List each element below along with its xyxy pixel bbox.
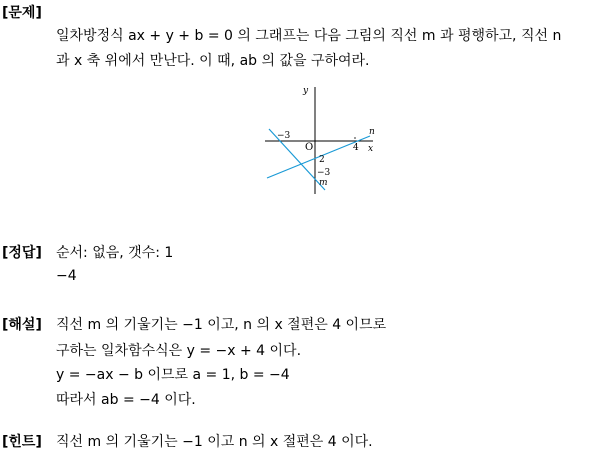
problem-label: [문제] (2, 5, 42, 21)
explanation-line3: y = −ax − b 이므로 a = 1, b = −4 (56, 367, 290, 383)
explanation-line2: 구하는 일차함수식은 y = −x + 4 이다. (56, 343, 302, 359)
axis-x-label: x (368, 144, 374, 154)
problem-text-line2: 과 x 축 위에서 만난다. 이 때, ab 의 값을 구하여라. (56, 53, 370, 69)
tick-label-neg3-x: −3 (277, 131, 291, 141)
tick-label-2-y: 2 (319, 155, 325, 165)
answer-line1: 순서: 없음, 갯수: 1 (56, 245, 174, 261)
hint-line1: 직선 m 의 기울기는 −1 이고 n 의 x 절편은 4 이다. (56, 434, 373, 450)
answer-line2: −4 (56, 268, 77, 284)
answer-label: [정답] (2, 245, 42, 261)
explanation-line1: 직선 m 의 기울기는 −1 이고, n 의 x 절편은 4 이므로 (56, 317, 387, 333)
axis-y-label: y (303, 86, 309, 96)
coordinate-graph (255, 82, 385, 197)
tick-label-4-x: 4 (353, 143, 359, 153)
explanation-line4: 따라서 ab = −4 이다. (56, 392, 196, 408)
origin-label: O (305, 142, 314, 153)
tick-label-neg3-y: −3 (317, 168, 331, 178)
hint-label: [힌트] (2, 434, 42, 450)
line-m-label: m (319, 178, 328, 188)
problem-text-line1: 일차방정식 ax + y + b = 0 의 그래프는 다음 그림의 직선 m 과 평행하고, 직선 n (56, 28, 562, 44)
line-n-label: n (369, 127, 375, 137)
explanation-label: [해설] (2, 317, 42, 333)
